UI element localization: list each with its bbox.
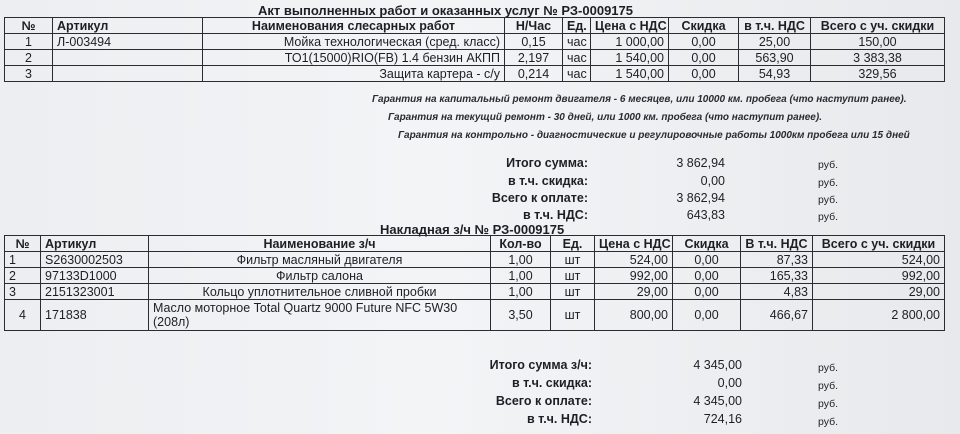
- row-num: 1: [5, 252, 41, 268]
- row-discount: 0,00: [673, 268, 741, 284]
- row-num: 3: [5, 66, 53, 82]
- invoice-header-row: [5, 236, 945, 252]
- row-article: S2630002503: [41, 252, 149, 268]
- row-hours: 0,15: [505, 34, 563, 50]
- row-num: 2: [5, 50, 53, 66]
- total-label: в т.ч. НДС:: [527, 412, 592, 426]
- row-discount: 0,00: [673, 252, 741, 268]
- row-price: 992,00: [595, 268, 673, 284]
- act-header-total: Всего с уч. скидки: [811, 18, 945, 34]
- row-name: Защита картера - с/у: [203, 66, 505, 82]
- row-unit: шт: [551, 268, 595, 284]
- warranty-line-2: Гарантия на текущий ремонт - 30 дней, или 1000 км. пробега (что наступит ранее).: [388, 112, 822, 123]
- total-currency: руб.: [818, 211, 839, 223]
- row-unit: час: [563, 66, 591, 82]
- invoice-title: Накладная з/ч № РЗ-0009175: [380, 222, 565, 237]
- invoice-header-name: Наименование з/ч: [149, 236, 491, 252]
- row-discount: 0,00: [669, 66, 739, 82]
- act-header-article: Артикул: [53, 18, 203, 34]
- row-hours: 2,197: [505, 50, 563, 66]
- row-price: 1 540,00: [591, 66, 669, 82]
- row-vat: 25,00: [739, 34, 811, 50]
- row-article: 97133D1000: [41, 268, 149, 284]
- warranty-line-1: Гарантия на капитальный ремонт двигателя - 6 месяцев, или 10000 км. пробега (что наступит ранее).: [372, 94, 907, 105]
- total-currency: руб.: [818, 362, 839, 374]
- total-value: 4 345,00: [693, 394, 742, 408]
- row-vat: 563,90: [739, 50, 811, 66]
- act-header-hours: Н/Час: [505, 18, 563, 34]
- row-name: Кольцо уплотнительное сливной пробки: [149, 284, 491, 300]
- table-row: [5, 268, 945, 284]
- row-total: 992,00: [813, 268, 945, 284]
- row-name: Мойка технологическая (сред. класс): [203, 34, 505, 50]
- row-discount: 0,00: [669, 34, 739, 50]
- row-price: 1 000,00: [591, 34, 669, 50]
- row-unit: час: [563, 50, 591, 66]
- row-vat: 87,33: [741, 252, 813, 268]
- row-qty: 1,00: [491, 284, 551, 300]
- invoice-header-qty: Кол-во: [491, 236, 551, 252]
- row-discount: 0,00: [673, 300, 741, 331]
- total-currency: руб.: [818, 398, 839, 410]
- total-label: в т.ч. НДС:: [523, 208, 588, 222]
- act-table: [4, 17, 945, 82]
- total-currency: руб.: [818, 380, 839, 392]
- row-discount: 0,00: [669, 50, 739, 66]
- total-label: Всего к оплате:: [495, 394, 592, 408]
- table-row: [5, 34, 945, 50]
- row-name: Фильтр масляный двигателя: [149, 252, 491, 268]
- row-qty: 3,50: [491, 300, 551, 331]
- total-label: Итого сумма з/ч:: [489, 358, 592, 372]
- invoice-header-unit: Ед.: [551, 236, 595, 252]
- total-value: 643,83: [686, 208, 725, 222]
- row-qty: 1,00: [491, 252, 551, 268]
- row-num: 1: [5, 34, 53, 50]
- row-qty: 1,00: [491, 268, 551, 284]
- total-value: 0,00: [717, 376, 742, 390]
- row-total: 2 800,00: [813, 300, 945, 331]
- total-currency: руб.: [818, 194, 839, 206]
- row-price: 1 540,00: [591, 50, 669, 66]
- row-name: ТО1(15000)RIO(FB) 1.4 бензин АКПП: [203, 50, 505, 66]
- act-header-unit: Ед.: [563, 18, 591, 34]
- row-price: 29,00: [595, 284, 673, 300]
- table-row: [5, 252, 945, 268]
- row-vat: 54,93: [739, 66, 811, 82]
- row-name: Фильтр салона: [149, 268, 491, 284]
- invoice-table: [4, 235, 945, 331]
- act-title: Акт выполненных работ и оказанных услуг № РЗ-0009175: [258, 3, 633, 18]
- row-total: 150,00: [811, 34, 945, 50]
- row-total: 3 383,38: [811, 50, 945, 66]
- row-total: 329,56: [811, 66, 945, 82]
- row-num: 2: [5, 268, 41, 284]
- row-price: 524,00: [595, 252, 673, 268]
- act-header-num: №: [5, 18, 53, 34]
- total-label: в т.ч. скидка:: [511, 376, 592, 390]
- act-header-row: [5, 18, 945, 34]
- table-row: [5, 66, 945, 82]
- invoice-header-total: Всего с уч. скидки: [813, 236, 945, 252]
- row-vat: 165,33: [741, 268, 813, 284]
- row-vat: 4,83: [741, 284, 813, 300]
- warranty-line-3: Гарантия на контрольно - диагностические и регулировочные работы 1000км пробега или 15 дней: [398, 130, 910, 141]
- row-price: 800,00: [595, 300, 673, 331]
- row-article: Л-003494: [53, 34, 203, 50]
- invoice-header-discount: Скидка: [673, 236, 741, 252]
- row-hours: 0,214: [505, 66, 563, 82]
- row-unit: шт: [551, 300, 595, 331]
- row-unit: шт: [551, 252, 595, 268]
- table-row: [5, 300, 945, 331]
- row-total: 524,00: [813, 252, 945, 268]
- row-article: [53, 66, 203, 82]
- table-row: [5, 50, 945, 66]
- table-row: [5, 284, 945, 300]
- act-header-name: Наименования слесарных работ: [203, 18, 505, 34]
- total-value: 3 862,94: [676, 191, 725, 205]
- row-vat: 466,67: [741, 300, 813, 331]
- total-currency: руб.: [818, 159, 839, 171]
- total-value: 724,16: [703, 412, 742, 426]
- total-label: Всего к оплате:: [491, 191, 588, 205]
- invoice-header-article: Артикул: [41, 236, 149, 252]
- row-total: 29,00: [813, 284, 945, 300]
- row-article: [53, 50, 203, 66]
- row-unit: шт: [551, 284, 595, 300]
- act-header-discount: Скидка: [669, 18, 739, 34]
- invoice-header-vat: В т.ч. НДС: [741, 236, 813, 252]
- total-label: в т.ч. скидка:: [507, 174, 588, 188]
- total-currency: руб.: [818, 177, 839, 189]
- total-currency: руб.: [818, 416, 839, 428]
- row-num: 3: [5, 284, 41, 300]
- row-article: 171838: [41, 300, 149, 331]
- row-unit: час: [563, 34, 591, 50]
- total-value: 3 862,94: [676, 156, 725, 170]
- row-discount: 0,00: [673, 284, 741, 300]
- act-header-price: Цена с НДС: [591, 18, 669, 34]
- row-num: 4: [5, 300, 41, 331]
- invoice-header-price: Цена с НДС: [595, 236, 673, 252]
- row-article: 2151323001: [41, 284, 149, 300]
- total-value: 4 345,00: [693, 358, 742, 372]
- invoice-header-num: №: [5, 236, 41, 252]
- total-label: Итого сумма:: [506, 156, 588, 170]
- act-header-vat: в т.ч. НДС: [739, 18, 811, 34]
- row-name: Масло моторное Total Quartz 9000 Future NFC 5W30 (208л): [149, 300, 491, 331]
- total-value: 0,00: [700, 174, 725, 188]
